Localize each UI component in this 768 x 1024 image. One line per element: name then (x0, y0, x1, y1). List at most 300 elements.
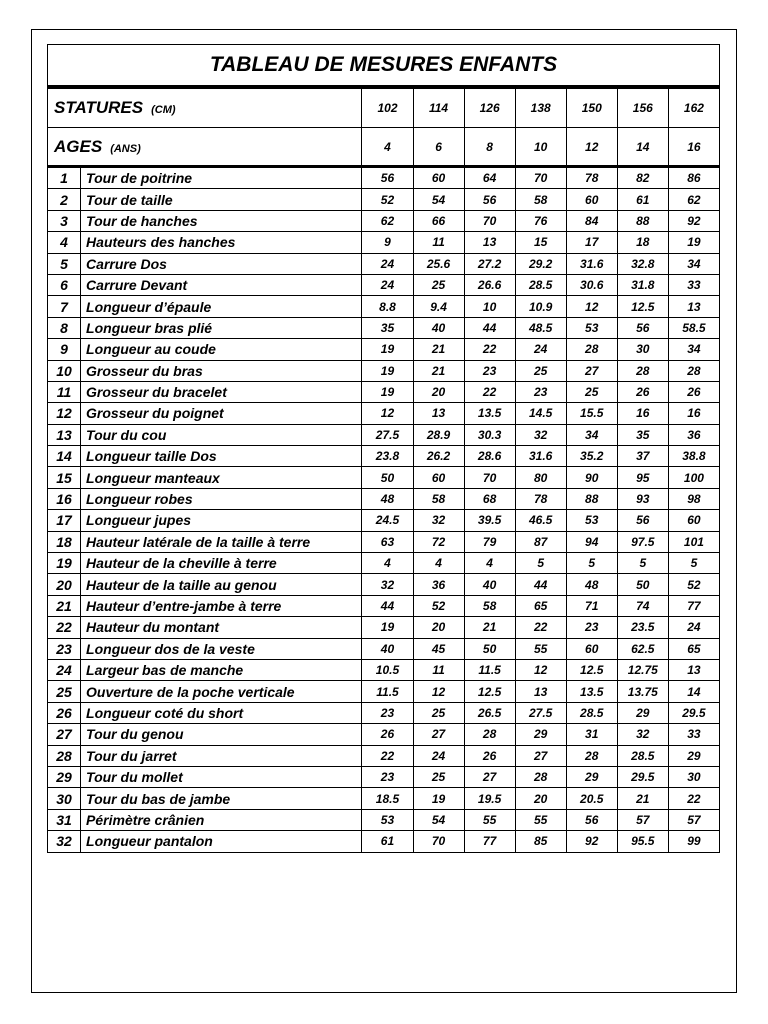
measurement-name: Grosseur du bracelet (81, 381, 362, 402)
measurement-value: 30 (617, 339, 668, 360)
row-number: 10 (48, 360, 81, 381)
measurement-value: 13.5 (464, 403, 515, 424)
row-number: 19 (48, 553, 81, 574)
stature-value: 156 (617, 89, 668, 128)
measurement-value: 15 (515, 232, 566, 253)
measurement-value: 24 (413, 745, 464, 766)
measurement-value: 28 (566, 339, 617, 360)
measurement-value: 84 (566, 210, 617, 231)
measurement-value: 60 (413, 467, 464, 488)
measurement-value: 26 (464, 745, 515, 766)
stature-value: 150 (566, 89, 617, 128)
row-number: 32 (48, 831, 81, 852)
measurement-value: 77 (668, 595, 719, 616)
row-number: 13 (48, 424, 81, 445)
measurement-value: 19 (413, 788, 464, 809)
measurement-value: 57 (617, 809, 668, 830)
measurement-value: 21 (413, 339, 464, 360)
measurement-value: 55 (515, 809, 566, 830)
measurement-name: Hauteur du montant (81, 617, 362, 638)
row-number: 6 (48, 274, 81, 295)
measurement-value: 66 (413, 210, 464, 231)
table-row (48, 617, 720, 638)
age-value: 4 (362, 128, 413, 167)
measurement-value: 61 (362, 831, 413, 852)
measurement-value: 29 (566, 766, 617, 787)
measurement-name: Tour de taille (81, 189, 362, 210)
measurement-value: 70 (515, 168, 566, 189)
measurement-value: 30.6 (566, 274, 617, 295)
table-row (48, 595, 720, 616)
measurement-value: 23 (464, 360, 515, 381)
table-row (48, 809, 720, 830)
ages-row (48, 128, 720, 167)
row-number: 5 (48, 253, 81, 274)
measurement-value: 11 (413, 659, 464, 680)
measurement-name: Grosseur du poignet (81, 403, 362, 424)
measurement-value: 13 (668, 296, 719, 317)
measurement-value: 25 (413, 766, 464, 787)
measurement-value: 26.2 (413, 446, 464, 467)
table-row (48, 745, 720, 766)
measurement-value: 27 (464, 766, 515, 787)
measurement-value: 12 (413, 681, 464, 702)
ages-label-cell (48, 128, 362, 167)
measurement-name: Grosseur du bras (81, 360, 362, 381)
measurement-value: 24.5 (362, 510, 413, 531)
measurement-value: 10.9 (515, 296, 566, 317)
measurement-value: 97.5 (617, 531, 668, 552)
row-number: 1 (48, 168, 81, 189)
measurement-value: 101 (668, 531, 719, 552)
table-row (48, 488, 720, 509)
age-value: 14 (617, 128, 668, 167)
measurement-value: 68 (464, 488, 515, 509)
measurement-value: 53 (566, 510, 617, 531)
measurement-value: 17 (566, 232, 617, 253)
measurement-value: 62 (362, 210, 413, 231)
measurement-value: 65 (668, 638, 719, 659)
measurement-value: 27.5 (362, 424, 413, 445)
measurement-value: 35.2 (566, 446, 617, 467)
measurement-value: 78 (515, 488, 566, 509)
measurement-value: 58 (413, 488, 464, 509)
measurement-value: 25.6 (413, 253, 464, 274)
page-title: TABLEAU DE MESURES ENFANTS (47, 44, 720, 88)
measurement-value: 22 (668, 788, 719, 809)
measurement-value: 52 (413, 595, 464, 616)
measurement-value: 94 (566, 531, 617, 552)
measurement-value: 10.5 (362, 659, 413, 680)
measurement-value: 36 (413, 574, 464, 595)
table-row (48, 574, 720, 595)
measurement-value: 95 (617, 467, 668, 488)
stature-value: 162 (668, 89, 719, 128)
measurement-name: Hauteur d’entre-jambe à terre (81, 595, 362, 616)
ages-unit: (ANS) (110, 142, 141, 155)
measurement-value: 92 (668, 210, 719, 231)
statures-unit: (CM) (151, 104, 176, 116)
measurement-value: 23.8 (362, 446, 413, 467)
measurement-value: 58.5 (668, 317, 719, 338)
measurement-value: 56 (566, 809, 617, 830)
measurement-value: 13.75 (617, 681, 668, 702)
statures-label-cell (48, 89, 362, 128)
measurement-value: 22 (464, 339, 515, 360)
measurement-value: 12.5 (464, 681, 515, 702)
measurement-value: 27 (566, 360, 617, 381)
measurement-value: 54 (413, 189, 464, 210)
measurement-value: 31.8 (617, 274, 668, 295)
measurement-value: 57 (668, 809, 719, 830)
measurement-value: 26 (617, 381, 668, 402)
measurement-value: 26 (668, 381, 719, 402)
measurement-value: 11 (413, 232, 464, 253)
measurement-value: 95.5 (617, 831, 668, 852)
measurement-name: Longueur pantalon (81, 831, 362, 852)
measurement-value: 24 (362, 253, 413, 274)
row-number: 23 (48, 638, 81, 659)
measurement-name: Hauteur de la cheville à terre (81, 553, 362, 574)
measurement-value: 56 (617, 317, 668, 338)
measurement-name: Tour du bas de jambe (81, 788, 362, 809)
age-value: 10 (515, 128, 566, 167)
measurement-value: 13 (413, 403, 464, 424)
measurement-value: 52 (668, 574, 719, 595)
measurement-name: Tour de hanches (81, 210, 362, 231)
measurement-value: 26.6 (464, 274, 515, 295)
table-row (48, 232, 720, 253)
measurement-value: 28.5 (566, 702, 617, 723)
measurement-value: 12 (362, 403, 413, 424)
measurement-value: 23 (362, 766, 413, 787)
measurement-value: 70 (464, 467, 515, 488)
measurement-value: 32 (413, 510, 464, 531)
measurement-value: 20 (413, 617, 464, 638)
age-value: 16 (668, 128, 719, 167)
measurement-value: 23.5 (617, 617, 668, 638)
measurement-value: 28 (566, 745, 617, 766)
measurement-value: 34 (566, 424, 617, 445)
measurement-value: 55 (464, 809, 515, 830)
table-row (48, 360, 720, 381)
measurement-name: Longueur bras plié (81, 317, 362, 338)
measurement-value: 46.5 (515, 510, 566, 531)
measurement-value: 55 (515, 638, 566, 659)
measurement-value: 52 (362, 189, 413, 210)
row-number: 16 (48, 488, 81, 509)
measurement-value: 28 (515, 766, 566, 787)
row-number: 11 (48, 381, 81, 402)
measurement-name: Longueur robes (81, 488, 362, 509)
measurement-value: 21 (617, 788, 668, 809)
measurement-name: Tour du cou (81, 424, 362, 445)
measurement-value: 19 (362, 381, 413, 402)
age-value: 12 (566, 128, 617, 167)
row-number: 9 (48, 339, 81, 360)
measurement-value: 32 (362, 574, 413, 595)
measurement-value: 48 (362, 488, 413, 509)
measurement-value: 27 (515, 745, 566, 766)
measurement-value: 98 (668, 488, 719, 509)
measurement-value: 70 (464, 210, 515, 231)
row-number: 30 (48, 788, 81, 809)
measurement-name: Tour du mollet (81, 766, 362, 787)
measurement-value: 5 (668, 553, 719, 574)
measurement-value: 19 (362, 617, 413, 638)
measurement-value: 29.5 (617, 766, 668, 787)
measurement-value: 88 (566, 488, 617, 509)
table-row (48, 403, 720, 424)
row-number: 29 (48, 766, 81, 787)
measurement-name: Longueur taille Dos (81, 446, 362, 467)
measurement-value: 4 (362, 553, 413, 574)
measurement-value: 93 (617, 488, 668, 509)
measurement-value: 28.6 (464, 446, 515, 467)
row-number: 27 (48, 724, 81, 745)
measurement-value: 40 (362, 638, 413, 659)
row-number: 22 (48, 617, 81, 638)
measurement-value: 76 (515, 210, 566, 231)
measurement-value: 28 (617, 360, 668, 381)
measurement-name: Longueur dos de la veste (81, 638, 362, 659)
measurement-name: Longueur jupes (81, 510, 362, 531)
table-row (48, 253, 720, 274)
measurement-value: 40 (413, 317, 464, 338)
measurement-value: 60 (566, 189, 617, 210)
measurement-value: 38.8 (668, 446, 719, 467)
measurement-value: 10 (464, 296, 515, 317)
measurement-value: 58 (515, 189, 566, 210)
measurement-value: 28.5 (617, 745, 668, 766)
measurement-value: 5 (617, 553, 668, 574)
measurement-value: 71 (566, 595, 617, 616)
measurement-value: 18 (617, 232, 668, 253)
table-row (48, 189, 720, 210)
measurement-value: 50 (464, 638, 515, 659)
row-number: 3 (48, 210, 81, 231)
measurement-value: 23 (362, 702, 413, 723)
measurement-value: 16 (617, 403, 668, 424)
measurement-value: 35 (362, 317, 413, 338)
measurement-value: 11.5 (464, 659, 515, 680)
measurement-value: 31 (566, 724, 617, 745)
measurement-value: 30 (668, 766, 719, 787)
table-row (48, 424, 720, 445)
measurement-value: 77 (464, 831, 515, 852)
stature-value: 126 (464, 89, 515, 128)
measurement-value: 54 (413, 809, 464, 830)
table-row (48, 553, 720, 574)
measurement-value: 19 (362, 339, 413, 360)
table-row (48, 339, 720, 360)
measurement-value: 27.5 (515, 702, 566, 723)
measurement-value: 9 (362, 232, 413, 253)
measurement-value: 29 (617, 702, 668, 723)
measurement-value: 15.5 (566, 403, 617, 424)
table-row (48, 168, 720, 189)
measurement-value: 63 (362, 531, 413, 552)
table-row (48, 766, 720, 787)
measurement-name: Carrure Devant (81, 274, 362, 295)
measurement-value: 70 (413, 831, 464, 852)
table-row (48, 381, 720, 402)
measurement-value: 61 (617, 189, 668, 210)
statures-label: STATURES (54, 98, 144, 117)
measurement-value: 13.5 (566, 681, 617, 702)
measurement-value: 60 (668, 510, 719, 531)
stature-value: 138 (515, 89, 566, 128)
measurement-value: 19 (668, 232, 719, 253)
measurement-value: 14.5 (515, 403, 566, 424)
measurement-value: 4 (464, 553, 515, 574)
row-number: 4 (48, 232, 81, 253)
measurement-value: 28.5 (515, 274, 566, 295)
table-row (48, 446, 720, 467)
measurement-value: 50 (617, 574, 668, 595)
measurement-value: 33 (668, 274, 719, 295)
measurement-name: Tour du jarret (81, 745, 362, 766)
table-row (48, 274, 720, 295)
row-number: 25 (48, 681, 81, 702)
measurement-value: 30.3 (464, 424, 515, 445)
measurement-value: 72 (413, 531, 464, 552)
measurement-value: 25 (515, 360, 566, 381)
measurement-value: 24 (362, 274, 413, 295)
measurement-value: 50 (362, 467, 413, 488)
table-row (48, 638, 720, 659)
measurement-value: 31.6 (515, 446, 566, 467)
measurement-value: 25 (413, 702, 464, 723)
measurement-value: 44 (464, 317, 515, 338)
row-number: 8 (48, 317, 81, 338)
measurement-value: 28.9 (413, 424, 464, 445)
measurement-value: 28 (464, 724, 515, 745)
measurement-value: 56 (362, 168, 413, 189)
measurement-value: 19.5 (464, 788, 515, 809)
measurement-value: 13 (464, 232, 515, 253)
table-row (48, 831, 720, 852)
measurement-value: 48.5 (515, 317, 566, 338)
measurement-value: 39.5 (464, 510, 515, 531)
measurement-value: 48 (566, 574, 617, 595)
measurement-value: 29 (515, 724, 566, 745)
measurement-value: 56 (617, 510, 668, 531)
measurement-value: 32 (617, 724, 668, 745)
row-number: 15 (48, 467, 81, 488)
measurement-value: 12.5 (566, 659, 617, 680)
table-row (48, 788, 720, 809)
row-number: 20 (48, 574, 81, 595)
measurement-value: 12 (566, 296, 617, 317)
measurement-value: 18.5 (362, 788, 413, 809)
measurement-value: 29.5 (668, 702, 719, 723)
measurement-value: 26 (362, 724, 413, 745)
measurement-value: 23 (566, 617, 617, 638)
table-row (48, 702, 720, 723)
measurement-value: 5 (515, 553, 566, 574)
measurement-value: 79 (464, 531, 515, 552)
measurement-value: 13 (668, 659, 719, 680)
measurement-name: Longueur au coude (81, 339, 362, 360)
measurement-name: Largeur bas de manche (81, 659, 362, 680)
measurement-value: 88 (617, 210, 668, 231)
measurement-value: 20 (413, 381, 464, 402)
measurement-value: 65 (515, 595, 566, 616)
measurement-value: 11.5 (362, 681, 413, 702)
measurement-value: 27.2 (464, 253, 515, 274)
measurements-body (48, 168, 720, 853)
table-row (48, 467, 720, 488)
measurement-value: 12.5 (617, 296, 668, 317)
row-number: 17 (48, 510, 81, 531)
measurement-value: 53 (362, 809, 413, 830)
measurement-value: 34 (668, 253, 719, 274)
measurement-value: 24 (668, 617, 719, 638)
measurement-value: 44 (515, 574, 566, 595)
measurement-value: 34 (668, 339, 719, 360)
measurement-name: Tour du genou (81, 724, 362, 745)
measurement-value: 78 (566, 168, 617, 189)
measurement-value: 12 (515, 659, 566, 680)
measurements-table (47, 167, 720, 853)
measurement-value: 21 (464, 617, 515, 638)
table-row (48, 724, 720, 745)
measurement-value: 33 (668, 724, 719, 745)
measurement-value: 90 (566, 467, 617, 488)
measurement-value: 64 (464, 168, 515, 189)
measurement-value: 32 (515, 424, 566, 445)
measurement-value: 82 (617, 168, 668, 189)
measurement-value: 32.8 (617, 253, 668, 274)
row-number: 26 (48, 702, 81, 723)
measurement-value: 27 (413, 724, 464, 745)
row-number: 2 (48, 189, 81, 210)
measurement-value: 37 (617, 446, 668, 467)
stature-value: 102 (362, 89, 413, 128)
measurement-value: 13 (515, 681, 566, 702)
measurement-value: 86 (668, 168, 719, 189)
age-value: 6 (413, 128, 464, 167)
measurement-value: 4 (413, 553, 464, 574)
measurement-value: 58 (464, 595, 515, 616)
row-number: 28 (48, 745, 81, 766)
measurement-value: 92 (566, 831, 617, 852)
measurement-value: 53 (566, 317, 617, 338)
measurement-name: Tour de poitrine (81, 168, 362, 189)
measurement-name: Hauteur de la taille au genou (81, 574, 362, 595)
measurement-value: 28 (668, 360, 719, 381)
measurement-value: 62 (668, 189, 719, 210)
row-number: 7 (48, 296, 81, 317)
measurement-value: 31.6 (566, 253, 617, 274)
table-row (48, 510, 720, 531)
measurement-value: 26.5 (464, 702, 515, 723)
table-row (48, 210, 720, 231)
measurement-value: 99 (668, 831, 719, 852)
ages-label: AGES (54, 136, 103, 156)
table-row (48, 681, 720, 702)
table-row (48, 659, 720, 680)
measurement-name: Ouverture de la poche verticale (81, 681, 362, 702)
row-number: 18 (48, 531, 81, 552)
measurement-value: 25 (413, 274, 464, 295)
measurement-value: 85 (515, 831, 566, 852)
measurement-name: Carrure Dos (81, 253, 362, 274)
measurement-value: 60 (566, 638, 617, 659)
measurement-value: 62.5 (617, 638, 668, 659)
header-table (47, 88, 720, 168)
